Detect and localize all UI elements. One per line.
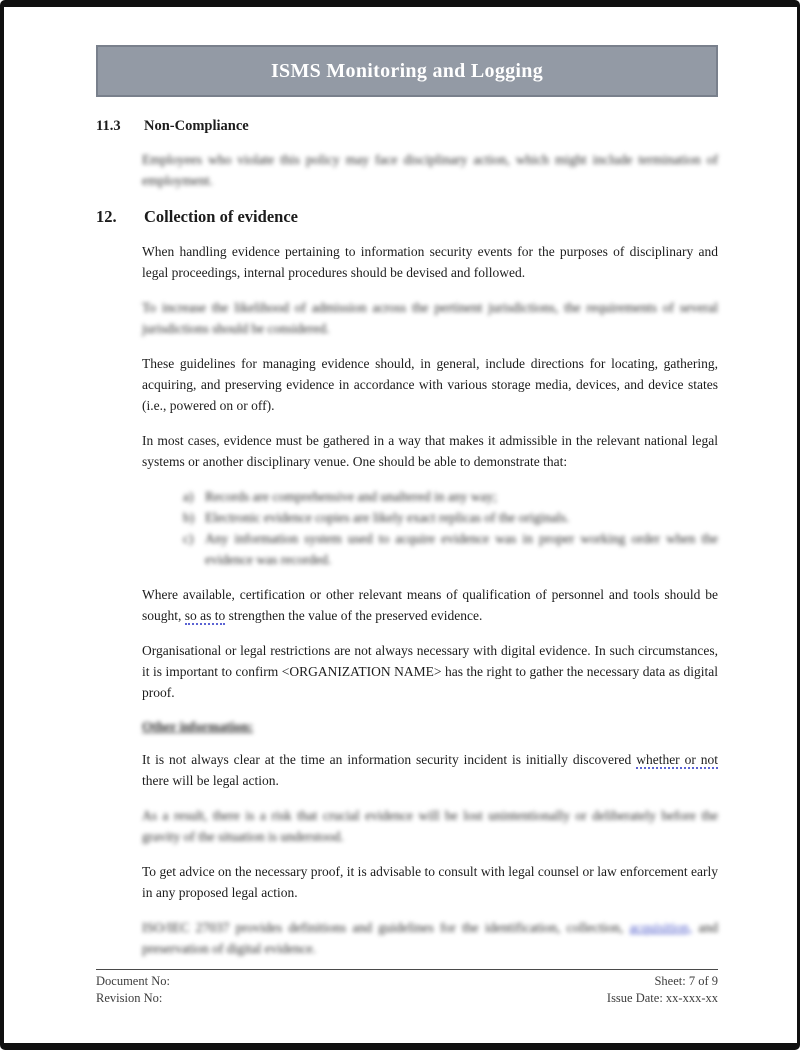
paragraph-risk-blurred: As a result, there is a risk that crucial evidence will be lost unintentionally or deliberately before the gravity of the situation is understood. [142, 808, 718, 844]
heading-title: Non-Compliance [144, 118, 249, 134]
heading-11-3 [96, 118, 718, 135]
paragraph-non-compliance-blurred: Employees who violate this policy may face disciplinary action, which might include termination of employment. [142, 152, 718, 188]
page-footer [96, 969, 718, 1007]
heading-number: 12. [96, 207, 117, 226]
paragraph-text: ISO/IEC 27037 provides definitions and guidelines for the identification, collection, [142, 920, 630, 935]
paragraph-iso27037-blurred [142, 917, 718, 959]
paragraph-handling-evidence: When handling evidence pertaining to information security events for the purposes of disciplinary and legal proceedings, internal procedures should be devised and followed. [142, 244, 718, 280]
list-item [183, 528, 718, 570]
paragraph-incident-discovered [142, 749, 718, 791]
heading-title: Collection of evidence [144, 207, 298, 226]
list-item-text: Records are comprehensive and unaltered in any way; [205, 489, 498, 504]
paragraph-organisational-restrictions: Organisational or legal restrictions are not always necessary with digital evidence. In such circumstances, it is important to confirm <ORGANIZATION NAME> has the right to gather the necessary data as digital proof. [142, 643, 718, 700]
list-item [183, 486, 718, 507]
paragraph-text: strengthen the value of the preserved evidence. [225, 608, 483, 623]
paragraph-text: and preservation of digital evidence. [142, 920, 718, 956]
other-information-heading-blurred: Other information: [142, 719, 254, 734]
footer-right [607, 973, 718, 1007]
paragraph-guidelines: These guidelines for managing evidence should, in general, include directions for locating, gathering, acquiring, and preserving evidence in accordance with various storage media, devices, and device states (i.e., powered on or off). [142, 356, 718, 413]
list-marker: c) [183, 531, 194, 546]
issue-date: Issue Date: xx-xxx-xx [606, 991, 718, 1005]
paragraph-admissible: In most cases, evidence must be gathered in a way that makes it admissible in the relevant national legal systems or another disciplinary venue. One should be able to demonstrate that: [142, 433, 718, 469]
paragraph-jurisdictions-blurred: To increase the likelihood of admission across the pertinent jurisdictions, the requirements of several jurisdictions should be considered. [142, 300, 718, 336]
sheet-number: Sheet: 7 of 9 [654, 974, 718, 988]
paragraph-certification [142, 584, 718, 626]
acquisition-link[interactable]: acquisition, [629, 920, 693, 935]
document-title: ISMS Monitoring and Logging [270, 59, 544, 82]
list-marker: a) [183, 489, 194, 504]
footer-left [96, 973, 170, 1007]
paragraph-text: Where available, certification or other relevant means of qualification of personnel and tools should be sought, [142, 587, 718, 623]
evidence-demonstration-list [183, 486, 718, 570]
heading-number: 11.3 [96, 118, 121, 134]
list-item [183, 507, 718, 528]
document-no-label: Document No: [96, 974, 170, 988]
grammar-flagged-phrase: so as to [184, 608, 226, 623]
list-item-text: Any information system used to acquire evidence was in proper working order when the evidence was recorded. [205, 531, 718, 567]
revision-no-label: Revision No: [96, 991, 163, 1005]
document-content [4, 45, 797, 959]
list-marker: b) [183, 510, 195, 525]
grammar-flagged-phrase: whether or not [636, 752, 718, 767]
paragraph-text: It is not always clear at the time an information security incident is initially discovered [142, 752, 637, 767]
paragraph-text: there will be legal action. [142, 773, 279, 788]
heading-12 [96, 207, 718, 227]
paragraph-legal-counsel: To get advice on the necessary proof, it is advisable to consult with legal counsel or law enforcement early in any proposed legal action. [142, 864, 718, 900]
list-item-text: Electronic evidence copies are likely exact replicas of the originals. [205, 510, 570, 525]
title-banner [96, 45, 718, 97]
